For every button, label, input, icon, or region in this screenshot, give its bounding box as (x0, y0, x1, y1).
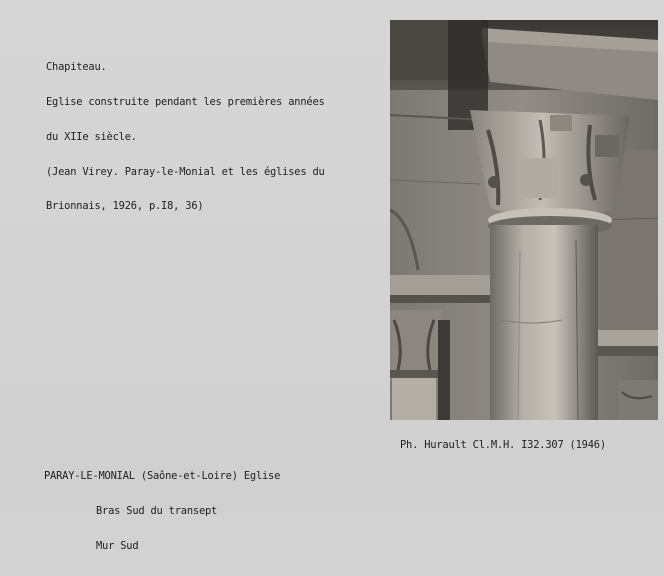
photo-description (46, 39, 325, 236)
location-line-2: Bras Sud du transept (96, 504, 218, 517)
description-line: (Jean Virey. Paray-le-Monial et les églises du (46, 165, 325, 178)
capital-photo (390, 20, 658, 420)
description-line: Eglise construite pendant les premières années (46, 95, 325, 108)
description-line: Brionnais, 1926, p.I8, 36) (46, 200, 204, 213)
location-line-3: Mur Sud (96, 539, 139, 552)
photo-credit: Ph. Hurault Cl.M.H. I32.307 (1946) (400, 439, 606, 451)
location-line-1: PARAY-LE-MONIAL (Saône-et-Loire) Eglise (44, 470, 281, 483)
description-line: Chapiteau. (46, 61, 107, 74)
description-line: du XIIe siècle. (46, 130, 137, 143)
